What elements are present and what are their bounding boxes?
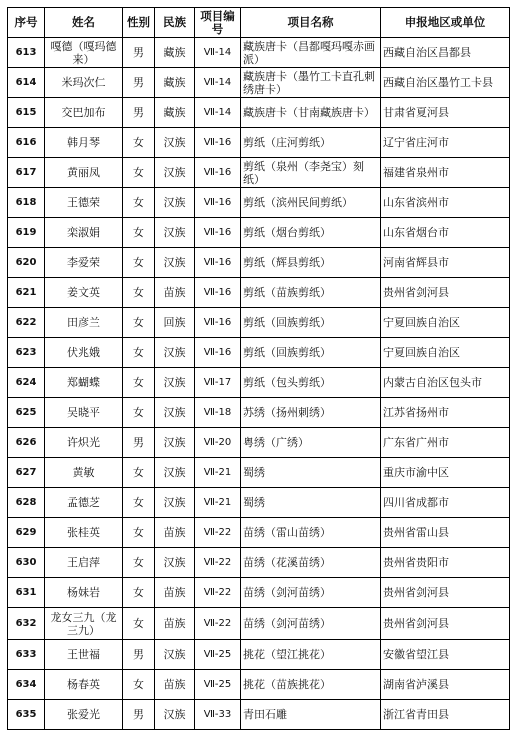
header-name: 姓名: [45, 8, 123, 38]
cell-name: 嘎德（嘎玛德来）: [45, 38, 123, 68]
cell-project-name: 青田石雕: [241, 700, 381, 730]
cell-ethnicity: 汉族: [155, 248, 195, 278]
cell-name: 杨妹岩: [45, 578, 123, 608]
cell-number: 635: [8, 700, 45, 730]
cell-number: 622: [8, 308, 45, 338]
cell-sex: 女: [123, 548, 155, 578]
cell-number: 631: [8, 578, 45, 608]
cell-project-code: Ⅶ-16: [195, 278, 241, 308]
cell-project-name: 苗绣（剑河苗绣）: [241, 608, 381, 640]
cell-ethnicity: 藏族: [155, 38, 195, 68]
table-row: [8, 248, 510, 278]
cell-number: 627: [8, 458, 45, 488]
table-row: [8, 548, 510, 578]
cell-region: 宁夏回族自治区: [381, 338, 510, 368]
cell-number: 628: [8, 488, 45, 518]
table-row: [8, 488, 510, 518]
heritage-inheritor-table: [7, 7, 510, 730]
cell-project-code: Ⅶ-21: [195, 488, 241, 518]
cell-project-name: 苏绣（扬州刺绣）: [241, 398, 381, 428]
cell-project-code: Ⅶ-22: [195, 548, 241, 578]
cell-region: 河南省辉县市: [381, 248, 510, 278]
cell-ethnicity: 汉族: [155, 338, 195, 368]
cell-ethnicity: 苗族: [155, 608, 195, 640]
table-row: [8, 38, 510, 68]
cell-project-code: Ⅶ-14: [195, 98, 241, 128]
cell-number: 615: [8, 98, 45, 128]
cell-region: 内蒙古自治区包头市: [381, 368, 510, 398]
cell-project-name: 藏族唐卡（甘南藏族唐卡）: [241, 98, 381, 128]
cell-project-code: Ⅶ-22: [195, 608, 241, 640]
cell-region: 西藏自治区昌都县: [381, 38, 510, 68]
cell-region: 贵州省贵阳市: [381, 548, 510, 578]
cell-project-code: Ⅶ-22: [195, 518, 241, 548]
cell-project-name: 剪纸（苗族剪纸）: [241, 278, 381, 308]
cell-name: 伏兆娥: [45, 338, 123, 368]
cell-project-code: Ⅶ-25: [195, 640, 241, 670]
cell-name: 张爱光: [45, 700, 123, 730]
table-row: [8, 278, 510, 308]
cell-project-code: Ⅶ-17: [195, 368, 241, 398]
cell-ethnicity: 汉族: [155, 368, 195, 398]
cell-number: 616: [8, 128, 45, 158]
cell-ethnicity: 汉族: [155, 640, 195, 670]
cell-name: 吴晓平: [45, 398, 123, 428]
cell-ethnicity: 回族: [155, 308, 195, 338]
cell-project-code: Ⅶ-16: [195, 218, 241, 248]
cell-name: 姜文英: [45, 278, 123, 308]
cell-sex: 女: [123, 308, 155, 338]
cell-sex: 女: [123, 368, 155, 398]
table-row: [8, 368, 510, 398]
cell-project-name: 苗绣（花溪苗绣）: [241, 548, 381, 578]
cell-number: 624: [8, 368, 45, 398]
cell-ethnicity: 汉族: [155, 458, 195, 488]
cell-project-code: Ⅶ-14: [195, 68, 241, 98]
cell-region: 浙江省青田县: [381, 700, 510, 730]
cell-name: 王德荣: [45, 188, 123, 218]
cell-sex: 女: [123, 248, 155, 278]
table-row: [8, 308, 510, 338]
cell-region: 四川省成都市: [381, 488, 510, 518]
cell-sex: 女: [123, 218, 155, 248]
table-row: [8, 68, 510, 98]
cell-project-code: Ⅶ-25: [195, 670, 241, 700]
cell-ethnicity: 苗族: [155, 278, 195, 308]
header-project-code: 项目编号: [195, 8, 241, 38]
cell-sex: 女: [123, 488, 155, 518]
table-row: [8, 608, 510, 640]
cell-project-code: Ⅶ-20: [195, 428, 241, 458]
cell-ethnicity: 汉族: [155, 158, 195, 188]
cell-project-name: 剪纸（辉县剪纸）: [241, 248, 381, 278]
table-row: [8, 700, 510, 730]
cell-number: 621: [8, 278, 45, 308]
header-number: 序号: [8, 8, 45, 38]
cell-region: 山东省烟台市: [381, 218, 510, 248]
cell-region: 安徽省望江县: [381, 640, 510, 670]
cell-sex: 男: [123, 68, 155, 98]
cell-number: 630: [8, 548, 45, 578]
cell-sex: 男: [123, 38, 155, 68]
cell-number: 632: [8, 608, 45, 640]
cell-project-name: 剪纸（包头剪纸）: [241, 368, 381, 398]
cell-project-name: 剪纸（滨州民间剪纸）: [241, 188, 381, 218]
cell-sex: 女: [123, 670, 155, 700]
cell-project-name: 剪纸（泉州（李尧宝）刻纸）: [241, 158, 381, 188]
cell-number: 614: [8, 68, 45, 98]
cell-sex: 男: [123, 428, 155, 458]
cell-sex: 女: [123, 278, 155, 308]
table-row: [8, 518, 510, 548]
cell-region: 福建省泉州市: [381, 158, 510, 188]
cell-name: 郑蝴蝶: [45, 368, 123, 398]
cell-ethnicity: 汉族: [155, 218, 195, 248]
cell-region: 辽宁省庄河市: [381, 128, 510, 158]
cell-project-code: Ⅶ-21: [195, 458, 241, 488]
cell-project-name: 挑花（苗族挑花）: [241, 670, 381, 700]
table-row: [8, 128, 510, 158]
cell-number: 617: [8, 158, 45, 188]
cell-name: 米玛次仁: [45, 68, 123, 98]
cell-ethnicity: 汉族: [155, 548, 195, 578]
cell-sex: 女: [123, 188, 155, 218]
cell-region: 西藏自治区墨竹工卡县: [381, 68, 510, 98]
header-row: [8, 8, 510, 38]
cell-project-code: Ⅶ-33: [195, 700, 241, 730]
header-sex: 性别: [123, 8, 155, 38]
cell-number: 633: [8, 640, 45, 670]
cell-project-name: 蜀绣: [241, 458, 381, 488]
cell-sex: 男: [123, 98, 155, 128]
cell-sex: 女: [123, 608, 155, 640]
table-row: [8, 398, 510, 428]
cell-project-code: Ⅶ-14: [195, 38, 241, 68]
cell-sex: 男: [123, 640, 155, 670]
table-row: [8, 218, 510, 248]
cell-number: 618: [8, 188, 45, 218]
cell-project-name: 剪纸（回族剪纸）: [241, 308, 381, 338]
cell-ethnicity: 汉族: [155, 128, 195, 158]
cell-name: 交巴加布: [45, 98, 123, 128]
cell-region: 贵州省雷山县: [381, 518, 510, 548]
header-region: 申报地区或单位: [381, 8, 510, 38]
cell-ethnicity: 汉族: [155, 488, 195, 518]
cell-sex: 男: [123, 700, 155, 730]
cell-name: 田彦兰: [45, 308, 123, 338]
cell-region: 广东省广州市: [381, 428, 510, 458]
table-row: [8, 98, 510, 128]
cell-name: 杨春英: [45, 670, 123, 700]
cell-project-name: 剪纸（回族剪纸）: [241, 338, 381, 368]
cell-sex: 女: [123, 458, 155, 488]
cell-sex: 女: [123, 158, 155, 188]
cell-ethnicity: 藏族: [155, 68, 195, 98]
cell-name: 王世福: [45, 640, 123, 670]
cell-number: 619: [8, 218, 45, 248]
table-row: [8, 188, 510, 218]
cell-number: 623: [8, 338, 45, 368]
table-row: [8, 670, 510, 700]
cell-sex: 女: [123, 578, 155, 608]
table-row: [8, 458, 510, 488]
cell-region: 贵州省剑河县: [381, 578, 510, 608]
cell-region: 甘肃省夏河县: [381, 98, 510, 128]
cell-name: 黄丽凤: [45, 158, 123, 188]
cell-region: 山东省滨州市: [381, 188, 510, 218]
header-ethnicity: 民族: [155, 8, 195, 38]
cell-name: 黄敏: [45, 458, 123, 488]
cell-name: 李爱荣: [45, 248, 123, 278]
cell-project-code: Ⅶ-18: [195, 398, 241, 428]
cell-ethnicity: 汉族: [155, 700, 195, 730]
cell-number: 620: [8, 248, 45, 278]
cell-project-code: Ⅶ-16: [195, 338, 241, 368]
cell-name: 韩月琴: [45, 128, 123, 158]
cell-project-name: 苗绣（剑河苗绣）: [241, 578, 381, 608]
cell-ethnicity: 藏族: [155, 98, 195, 128]
cell-sex: 女: [123, 398, 155, 428]
header-project-name: 项目名称: [241, 8, 381, 38]
table-row: [8, 338, 510, 368]
cell-ethnicity: 苗族: [155, 578, 195, 608]
cell-region: 贵州省剑河县: [381, 278, 510, 308]
cell-project-name: 苗绣（雷山苗绣）: [241, 518, 381, 548]
cell-project-name: 挑花（望江挑花）: [241, 640, 381, 670]
table-row: [8, 428, 510, 458]
cell-project-name: 藏族唐卡（墨竹工卡直孔刺绣唐卡）: [241, 68, 381, 98]
cell-project-name: 粤绣（广绣）: [241, 428, 381, 458]
cell-name: 张桂英: [45, 518, 123, 548]
cell-ethnicity: 苗族: [155, 670, 195, 700]
table-row: [8, 578, 510, 608]
cell-project-code: Ⅶ-16: [195, 188, 241, 218]
cell-project-name: 剪纸（烟台剪纸）: [241, 218, 381, 248]
cell-project-code: Ⅶ-16: [195, 248, 241, 278]
cell-number: 634: [8, 670, 45, 700]
cell-name: 栾淑娟: [45, 218, 123, 248]
cell-ethnicity: 汉族: [155, 428, 195, 458]
cell-number: 629: [8, 518, 45, 548]
cell-project-code: Ⅶ-22: [195, 578, 241, 608]
cell-sex: 女: [123, 338, 155, 368]
cell-number: 613: [8, 38, 45, 68]
cell-ethnicity: 苗族: [155, 518, 195, 548]
cell-project-code: Ⅶ-16: [195, 128, 241, 158]
cell-name: 龙女三九（龙三九）: [45, 608, 123, 640]
cell-ethnicity: 汉族: [155, 398, 195, 428]
cell-region: 重庆市渝中区: [381, 458, 510, 488]
cell-number: 625: [8, 398, 45, 428]
cell-name: 许炽光: [45, 428, 123, 458]
cell-region: 贵州省剑河县: [381, 608, 510, 640]
cell-sex: 女: [123, 518, 155, 548]
cell-project-code: Ⅶ-16: [195, 158, 241, 188]
table-row: [8, 158, 510, 188]
cell-ethnicity: 汉族: [155, 188, 195, 218]
cell-project-code: Ⅶ-16: [195, 308, 241, 338]
cell-name: 孟德芝: [45, 488, 123, 518]
cell-sex: 女: [123, 128, 155, 158]
cell-name: 王启萍: [45, 548, 123, 578]
cell-region: 湖南省泸溪县: [381, 670, 510, 700]
cell-project-name: 藏族唐卡（昌都嘎玛嘎赤画派）: [241, 38, 381, 68]
cell-region: 宁夏回族自治区: [381, 308, 510, 338]
cell-project-name: 剪纸（庄河剪纸）: [241, 128, 381, 158]
cell-region: 江苏省扬州市: [381, 398, 510, 428]
cell-project-name: 蜀绣: [241, 488, 381, 518]
cell-number: 626: [8, 428, 45, 458]
table-row: [8, 640, 510, 670]
